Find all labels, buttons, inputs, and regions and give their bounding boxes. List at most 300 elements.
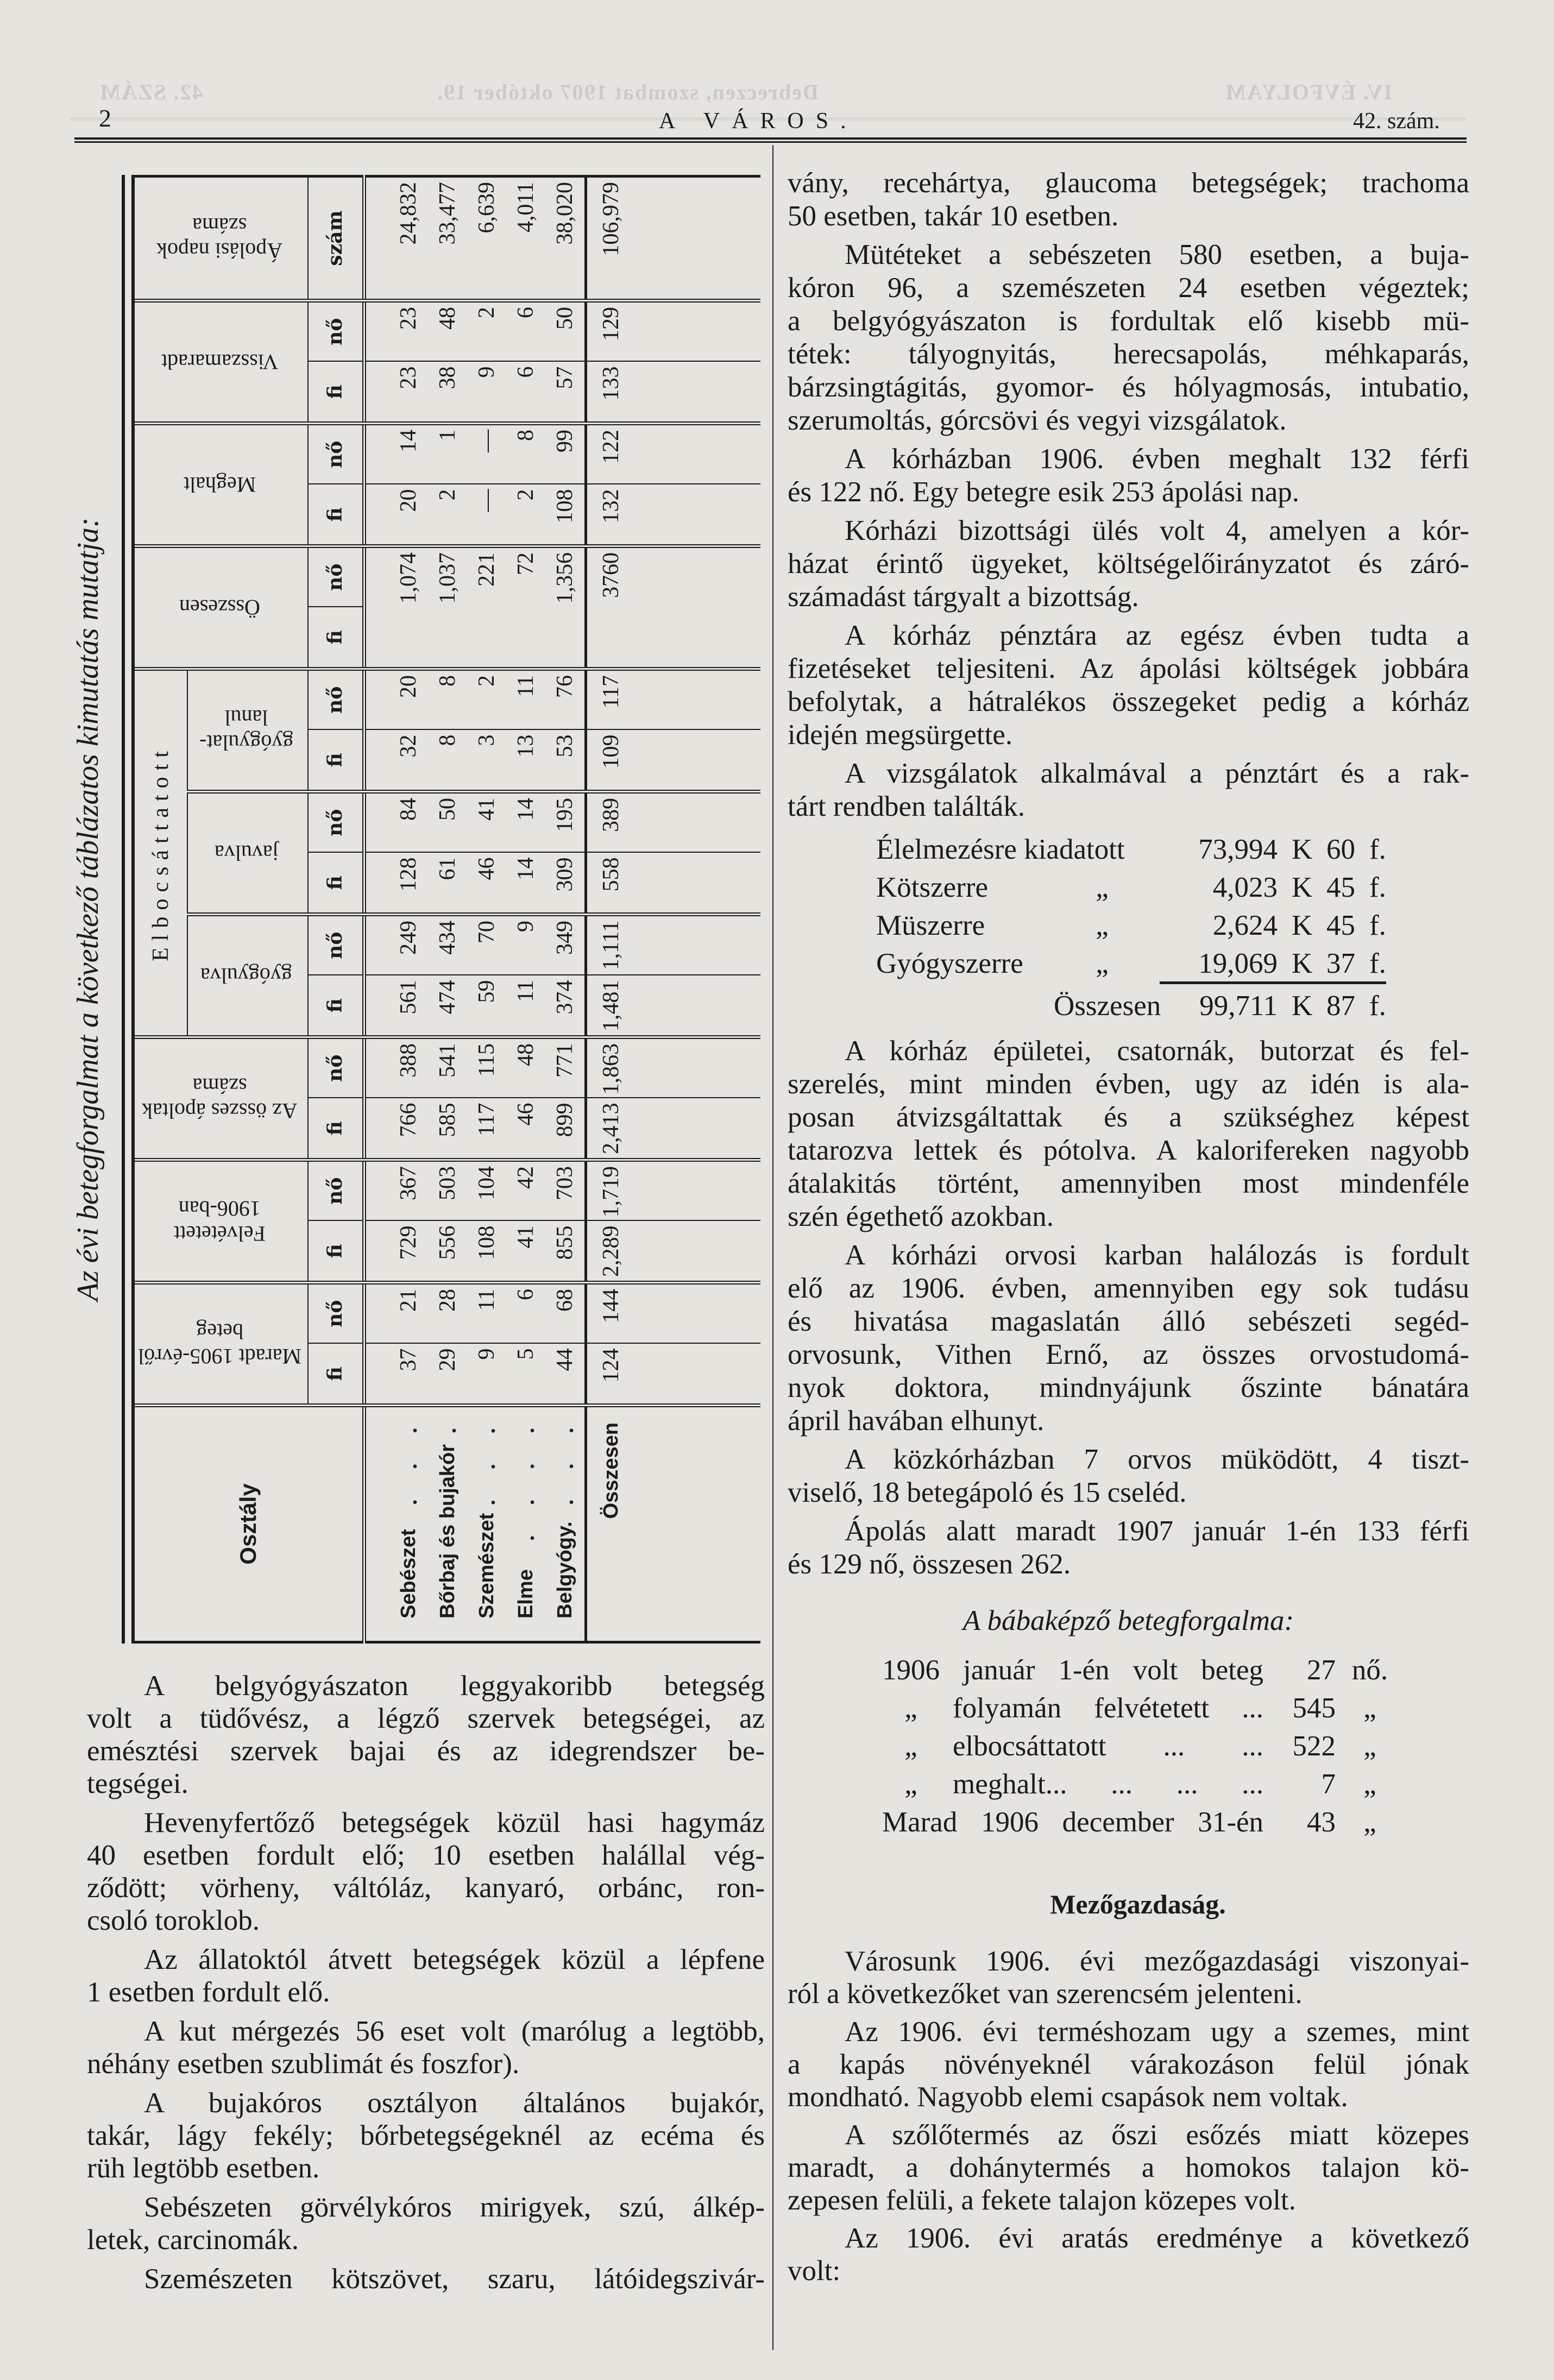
header-died — [135, 423, 308, 546]
value-cell-female: 14 — [364, 423, 428, 484]
ditto-mark: „ — [904, 1768, 917, 1800]
header-line: száma — [192, 1074, 247, 1099]
value-cell-female: 48 — [428, 300, 467, 361]
expense-total-label: Összesen — [1054, 990, 1161, 1022]
text-line: A kórházi orvosi karban halálozás is fordult — [845, 1239, 1469, 1271]
patient-statistics-table — [135, 175, 760, 1644]
midwife-row — [882, 1803, 1398, 1841]
paragraph — [87, 1670, 765, 1800]
header-line: javulva — [214, 841, 279, 866]
text-line: átalakitás történt, amennyiben most mindenféle — [788, 1168, 1469, 1199]
header-label — [142, 1074, 298, 1124]
text-line: mondható. Nagyobb elemi csapások nem voltak. — [788, 2081, 1348, 2113]
female-label: nő — [308, 915, 364, 975]
value-cell-female: 8 — [506, 423, 545, 484]
midwife-label: folyamán felvétetett ... — [953, 1692, 1263, 1724]
bleed-through-volume: IV. ÉVFOLYAM — [1224, 80, 1393, 104]
value-cell-male: 23 — [364, 361, 428, 423]
value-cell-male: 57 — [545, 361, 586, 423]
header-line: gyógyulat- — [199, 731, 294, 755]
header-total-treated — [135, 1037, 308, 1160]
table-double-rule — [122, 175, 135, 1644]
value-cell-female: 249 — [364, 915, 428, 975]
value-cell-female: 122 — [586, 423, 760, 484]
value-cell-male: 474 — [428, 975, 467, 1037]
male-label: fi — [308, 730, 364, 792]
female-label: nő — [308, 669, 364, 729]
text-line: 40 esetben fordult elő; 10 esetben halállal vég- — [87, 1840, 765, 1871]
value-cell-female: 2 — [467, 669, 506, 729]
value-cell-male: 309 — [545, 853, 586, 915]
header-remained-from-1905 — [135, 1283, 308, 1406]
issue-number: 42. szám. — [1353, 109, 1440, 134]
paragraph — [788, 238, 1469, 437]
value-cell-female: 28 — [428, 1283, 467, 1344]
value-cell-female: 50 — [428, 792, 467, 853]
text-line: és 122 nő. Egy betegre esik 253 ápolási nap. — [788, 476, 1299, 508]
value-cell-female: 11 — [467, 1283, 506, 1344]
header-line: száma — [192, 213, 247, 238]
table-total-row — [586, 176, 760, 1642]
expense-filler: 45 — [1326, 872, 1355, 903]
expense-total-row — [876, 987, 1392, 1025]
leader-dots — [467, 1407, 506, 1504]
value-cell-female: 14 — [506, 792, 545, 853]
expense-filler: 37 — [1326, 948, 1355, 979]
value-cell-male: 2 — [428, 484, 467, 546]
female-label: nő — [308, 423, 364, 484]
header-line: Összesen — [179, 595, 260, 620]
value-cell-female: 541 — [428, 1037, 467, 1098]
paragraph — [87, 1943, 765, 2008]
header-line: gyógyulva — [200, 964, 292, 988]
masthead-title: A VÁROS. — [659, 109, 858, 134]
value-cell-female: 68 — [545, 1283, 586, 1344]
value-cell-discharged-total: 3760 — [586, 546, 760, 669]
value-cell-male: 558 — [586, 853, 760, 915]
department-cell — [506, 1406, 545, 1642]
expense-row — [876, 906, 1392, 945]
expense-list — [876, 830, 1392, 1026]
value-cell-female: 1,863 — [586, 1037, 760, 1098]
text-line: tatarozva lettek és pótolva. A kalorifereken nagyobb — [788, 1135, 1469, 1166]
header-label — [161, 349, 278, 374]
value-cell-male: 1,481 — [586, 975, 760, 1037]
text-line: viselő, 18 betegápoló és 15 cseléd. — [788, 1477, 1187, 1508]
value-cell-male: 128 — [364, 853, 428, 915]
value-cell-female: 703 — [545, 1160, 586, 1221]
text-line: posan átvizsgáltattak és a szükséghez képest — [788, 1101, 1469, 1133]
value-cell-female: 50 — [545, 300, 586, 361]
ditto-mark: „ — [904, 1730, 917, 1762]
ditto-mark: „ — [1096, 948, 1109, 979]
text-line: volt: — [788, 2255, 841, 2287]
value-cell-care-days: 24,832 — [364, 176, 428, 300]
paragraph — [788, 1035, 1469, 1233]
header-department: Osztály — [235, 1483, 261, 1565]
paragraph — [788, 2222, 1469, 2287]
expense-label: Gyógyszerre — [876, 948, 1023, 979]
male-label: fi — [308, 1221, 364, 1283]
midwife-value: 43 — [1307, 1806, 1336, 1838]
leader-dots — [428, 1407, 467, 1435]
bleed-through-issue: 42. SZÁM — [99, 80, 203, 104]
value-cell-male: 133 — [586, 361, 760, 423]
value-cell-male: 729 — [364, 1221, 428, 1283]
filler-unit: f. — [1369, 990, 1386, 1022]
table-row — [506, 176, 545, 1642]
text-line: számadást tárgyalt a bizottság. — [788, 581, 1139, 613]
left-column-text — [87, 1670, 765, 2295]
text-line: Hevenyfertőző betegségek közül hasi hagymáz — [144, 1807, 765, 1838]
value-cell-female: 70 — [467, 915, 506, 975]
hospital-staff-text — [788, 1035, 1469, 1581]
department-label — [592, 1422, 631, 1641]
ditto-mark: „ — [904, 1692, 917, 1724]
expense-row — [876, 945, 1392, 983]
midwife-row — [882, 1727, 1398, 1765]
value-cell-female: 2 — [467, 300, 506, 361]
department-cell — [467, 1406, 506, 1642]
agriculture-heading: Mezőgazdaság. — [1050, 1889, 1226, 1919]
header-line: Maradt 1905-évről — [137, 1344, 301, 1369]
text-line: A kórházban 1906. évben meghalt 132 férfi — [845, 443, 1469, 475]
value-cell-female: 99 — [545, 423, 586, 484]
leader-dots — [389, 1407, 428, 1520]
table-row — [428, 176, 467, 1642]
value-cell-male: 44 — [545, 1344, 586, 1406]
patient-statistics-table-block — [71, 175, 759, 1644]
text-line: és hivatása magaslatán álló sebészeti segéd- — [788, 1306, 1469, 1337]
department-name: Belgyógy. — [553, 1521, 576, 1619]
value-cell-care-days: 38,020 — [545, 176, 586, 300]
value-cell-care-days: 4,011 — [506, 176, 545, 300]
header-label — [138, 1319, 301, 1369]
text-line: A bujakóros osztályon általános bujakór, — [144, 2087, 765, 2119]
paragraph — [87, 2015, 765, 2080]
subheader-improved — [187, 792, 308, 915]
text-line: Az 1906. évi aratás eredménye a következő — [845, 2222, 1469, 2254]
ditto-mark: „ — [1096, 910, 1109, 941]
value-cell-female: 389 — [586, 792, 760, 853]
text-line: a kapás növényeknél várakozáson felül jónak — [788, 2049, 1469, 2080]
paragraph — [788, 1515, 1469, 1581]
paragraph — [87, 2087, 765, 2184]
paragraph — [788, 167, 1469, 233]
male-label: fi — [308, 484, 364, 546]
value-cell-female: 6 — [506, 300, 545, 361]
value-cell-male: 41 — [506, 1221, 545, 1283]
midwife-unit: „ — [1363, 1692, 1376, 1724]
value-cell-male: 46 — [506, 1098, 545, 1160]
paragraph — [788, 1945, 1469, 2010]
value-cell-female: 20 — [364, 669, 428, 729]
expense-total-filler: 87 — [1326, 990, 1355, 1022]
text-line: Ápolás alatt maradt 1907 január 1-én 133 férfi — [845, 1515, 1469, 1547]
subheader-cured — [187, 915, 308, 1037]
text-line: emésztési szervek bajai és az idegrendszer be- — [87, 1735, 765, 1767]
expense-label: Müszerre — [876, 910, 985, 941]
text-line: tegségei. — [87, 1768, 188, 1799]
text-line: A szőlőtermés az őszi esőzés miatt közepes — [845, 2119, 1469, 2151]
text-line: Az 1906. évi terméshozam ugy a szemes, mint — [845, 2016, 1469, 2048]
korona-unit: K — [1292, 910, 1313, 941]
text-line: szerumoltás, górcsövi és vegyi vizsgálatok. — [788, 405, 1287, 436]
value-cell-male: 117 — [467, 1098, 506, 1160]
filler-unit: f. — [1369, 948, 1386, 979]
table-header-row — [135, 176, 187, 1642]
header-label — [156, 213, 282, 263]
value-cell-male: 561 — [364, 975, 428, 1037]
value-cell-female: 144 — [586, 1283, 760, 1344]
table-title: Az évi betegforgalmat a következő táblázatos kimutatás mutatja: — [71, 517, 105, 1301]
header-label — [174, 1197, 266, 1246]
sum-rule — [1160, 981, 1386, 984]
leader-dots — [506, 1407, 545, 1560]
korona-unit: K — [1292, 834, 1313, 865]
value-cell-male: 53 — [545, 730, 586, 792]
header-remaining — [135, 300, 308, 423]
value-cell-male: — — [467, 484, 506, 546]
text-line: A vizsgálatok alkalmával a pénztárt és a rak- — [845, 758, 1469, 789]
text-line: 1 esetben fordult elő. — [87, 1976, 330, 2008]
header-line: lanul — [224, 706, 268, 731]
value-cell-female: 8 — [428, 669, 467, 729]
female-label: nő — [308, 546, 364, 607]
text-line: Kórházi bizottsági ülés volt 4, amelyen a kór- — [845, 515, 1469, 546]
value-cell-male: 899 — [545, 1098, 586, 1160]
value-cell-female: 1,719 — [586, 1160, 760, 1221]
midwife-value: 545 — [1292, 1692, 1336, 1724]
value-cell-male: 108 — [467, 1221, 506, 1283]
value-cell-male: 556 — [428, 1221, 467, 1283]
header-double-rule — [74, 137, 1467, 143]
department-label — [467, 1407, 506, 1619]
value-cell-female: 434 — [428, 915, 467, 975]
text-line: tárt rendben találták. — [788, 791, 1025, 822]
header-label — [215, 841, 279, 866]
expense-filler: 45 — [1326, 910, 1355, 941]
value-cell-male: 5 — [506, 1344, 545, 1406]
header-line: Meghalt — [183, 473, 256, 498]
midwife-label: Marad 1906 december 31-én — [882, 1806, 1263, 1838]
text-line: vány, recehártya, glaucoma betegségek; trachoma — [788, 167, 1469, 199]
count-label: szám — [308, 176, 364, 300]
value-cell-male: 38 — [428, 361, 467, 423]
expense-korona: 73,994 — [1198, 834, 1278, 865]
text-line: A kórház épületei, csatornák, butorzat és fel- — [845, 1035, 1469, 1067]
value-cell-care-days: 106,979 — [586, 176, 760, 300]
text-line: Sebészeten görvélykóros mirigyek, szú, álkép- — [144, 2192, 765, 2223]
value-cell-male: 13 — [506, 730, 545, 792]
text-line: Az állatoktól átvett betegségek közül a lépfene — [144, 1944, 765, 1975]
paragraph — [788, 443, 1469, 509]
female-label: nő — [308, 1037, 364, 1098]
value-cell-female: 42 — [506, 1160, 545, 1221]
value-cell-male: 6 — [506, 361, 545, 423]
value-cell-male: 855 — [545, 1221, 586, 1283]
department-cell — [364, 1406, 428, 1642]
value-cell-male: 37 — [364, 1344, 428, 1406]
value-cell-male: 132 — [586, 484, 760, 546]
midwife-unit: „ — [1363, 1768, 1376, 1800]
header-discharged: Elbocsáttatott — [135, 669, 187, 1037]
text-line: idején megsürgette. — [788, 719, 1013, 751]
department-name: Szemészet — [475, 1513, 498, 1619]
value-cell-discharged-total: 1,037 — [428, 546, 467, 669]
value-cell-male: 3 — [467, 730, 506, 792]
text-line: letek, carcinomák. — [87, 2224, 299, 2256]
text-line: Városunk 1906. évi mezőgazdasági viszonyai- — [845, 1945, 1469, 1977]
department-label — [389, 1407, 428, 1619]
midwife-row — [882, 1651, 1398, 1689]
filler-unit: f. — [1369, 910, 1386, 941]
ditto-mark: „ — [1096, 872, 1109, 903]
department-cell — [586, 1406, 760, 1642]
table-row — [545, 176, 586, 1642]
value-cell-male: 108 — [545, 484, 586, 546]
header-admitted-1906 — [135, 1160, 308, 1283]
expense-korona: 4,023 — [1212, 872, 1278, 903]
value-cell-male: 585 — [428, 1098, 467, 1160]
expense-korona: 19,069 — [1198, 948, 1278, 979]
value-cell-male: 374 — [545, 975, 586, 1037]
page-number: 2 — [99, 104, 111, 132]
header-line: Visszamaradt — [161, 350, 279, 375]
text-line: 50 esetben, takár 10 esetben. — [788, 200, 1119, 232]
text-line: szerelés, mint minden évben, ugy az idén is ala- — [788, 1068, 1469, 1100]
expense-filler: 60 — [1326, 834, 1355, 865]
department-cell — [428, 1406, 467, 1642]
bleed-through-date: Debreczen, szombat 1907 október 19. — [436, 80, 819, 104]
department-label — [506, 1407, 545, 1619]
text-line: orvosunk, Vithen Ernő, az összes orvostudomá- — [788, 1339, 1469, 1370]
department-label — [428, 1407, 467, 1619]
value-cell-male: 14 — [506, 853, 545, 915]
column-divider — [772, 145, 773, 2350]
male-label: fi — [308, 1344, 364, 1406]
female-label: nő — [308, 300, 364, 361]
value-cell-care-days: 6,639 — [467, 176, 506, 300]
text-line: nyok doktora, mindnyájunk őszinte bánatára — [788, 1372, 1469, 1403]
value-cell-male: 124 — [586, 1344, 760, 1406]
value-cell-male: 8 — [428, 730, 467, 792]
expense-label: Kötszerre — [876, 872, 988, 903]
value-cell-discharged-total: 1,074 — [364, 546, 428, 669]
department-name: Bőrbaj és bujakór — [436, 1444, 459, 1619]
male-label: fi — [308, 975, 364, 1037]
value-cell-male: 2 — [506, 484, 545, 546]
text-line: zepesen felüli, a fekete talajon közepes volt. — [788, 2184, 1296, 2216]
midwife-label: 1906 január 1-én volt beteg — [882, 1654, 1263, 1686]
value-cell-care-days: 33,477 — [428, 176, 467, 300]
header-line: Ápolási napok — [156, 238, 283, 263]
female-label: nő — [308, 1160, 364, 1221]
midwife-unit: nő. — [1351, 1654, 1388, 1686]
text-line: takár, lágy fekély; bőrbetegségeknél az ecéma és — [87, 2120, 765, 2151]
paragraph — [87, 2263, 765, 2295]
value-cell-male: 29 — [428, 1344, 467, 1406]
text-line: és 129 nő, összesen 262. — [788, 1548, 1071, 1580]
paragraph — [788, 1443, 1469, 1509]
filler-unit: f. — [1369, 872, 1386, 903]
agriculture-text — [788, 1945, 1469, 2287]
text-line: szén égethető azokban. — [788, 1201, 1054, 1232]
paragraph — [788, 514, 1469, 614]
header-line: Az összes ápoltak — [142, 1099, 298, 1124]
header-label — [179, 595, 260, 620]
text-line: Mütéteket a sebészeten 580 esetben, a buja- — [845, 239, 1469, 270]
text-line: fizetéseket teljesiteni. Az ápolási költségek jobbára — [788, 653, 1469, 684]
text-line: kóron 96, a szemészeten 24 esetben végeztek; — [788, 272, 1469, 304]
expense-row — [876, 868, 1392, 906]
hospital-report-text — [788, 167, 1469, 823]
male-label: fi — [308, 1098, 364, 1160]
department-name: Összesen — [600, 1422, 622, 1519]
department-name: Elme — [514, 1569, 537, 1619]
header-label — [184, 472, 256, 497]
leader-dots — [545, 1407, 584, 1513]
text-line: rüh legtöbb esetben. — [87, 2152, 320, 2184]
paragraph — [788, 757, 1469, 823]
text-line: A belgyógyászaton leggyakoribb betegség — [144, 1670, 765, 1702]
value-cell-female: 21 — [364, 1283, 428, 1344]
department-name: Sebészet — [397, 1529, 420, 1619]
paragraph — [788, 619, 1469, 752]
korona-unit: K — [1292, 948, 1313, 979]
text-line: Szemészeten kötszövet, szaru, látóidegszivár- — [144, 2263, 765, 2295]
value-cell-female: 6 — [506, 1283, 545, 1344]
text-line: ápril havában elhunyt. — [788, 1405, 1045, 1437]
value-cell-female: 76 — [545, 669, 586, 729]
value-cell-male: 2,413 — [586, 1098, 760, 1160]
value-cell-female: 1,111 — [586, 915, 760, 975]
expense-label: Élelmezésre kiadatott — [876, 834, 1125, 865]
value-cell-male: 109 — [586, 730, 760, 792]
value-cell-female: 11 — [506, 669, 545, 729]
paragraph — [788, 1239, 1469, 1438]
midwife-section-heading: A bábaképző betegforgalma: — [962, 1605, 1294, 1636]
value-cell-male: 9 — [467, 361, 506, 423]
text-line: A kut mérgezés 56 eset volt (marólug a legtöbb, — [144, 2016, 765, 2047]
expense-total-korona: 99,711 — [1199, 990, 1278, 1022]
value-cell-male: 61 — [428, 853, 467, 915]
midwife-label: elbocsáttatott ... ... — [953, 1730, 1263, 1762]
expense-row — [876, 830, 1392, 868]
header-care-days — [135, 176, 308, 300]
header-line: Felvétetett — [174, 1222, 266, 1246]
value-cell-male: 20 — [364, 484, 428, 546]
text-line: maradt, a dohánytermés a homokos talajon kö- — [788, 2152, 1469, 2183]
value-cell-discharged-total: 72 — [506, 546, 545, 669]
value-cell-female: 503 — [428, 1160, 467, 1221]
paragraph — [87, 1806, 765, 1937]
paragraph — [87, 2191, 765, 2256]
male-label: fi — [308, 361, 364, 423]
department-label — [545, 1407, 584, 1619]
table-row — [364, 176, 428, 1642]
paragraph — [788, 2119, 1469, 2217]
korona-unit: K — [1292, 872, 1313, 903]
filler-unit: f. — [1369, 834, 1386, 865]
department-cell — [545, 1406, 586, 1642]
value-cell-female: 388 — [364, 1037, 428, 1098]
value-cell-discharged-total: 221 — [467, 546, 506, 669]
header-line: 1906-ban — [178, 1197, 261, 1222]
midwife-label: meghalt... ... ... ... — [953, 1768, 1263, 1800]
midwife-value: 522 — [1292, 1730, 1336, 1762]
value-cell-male: 59 — [467, 975, 506, 1037]
